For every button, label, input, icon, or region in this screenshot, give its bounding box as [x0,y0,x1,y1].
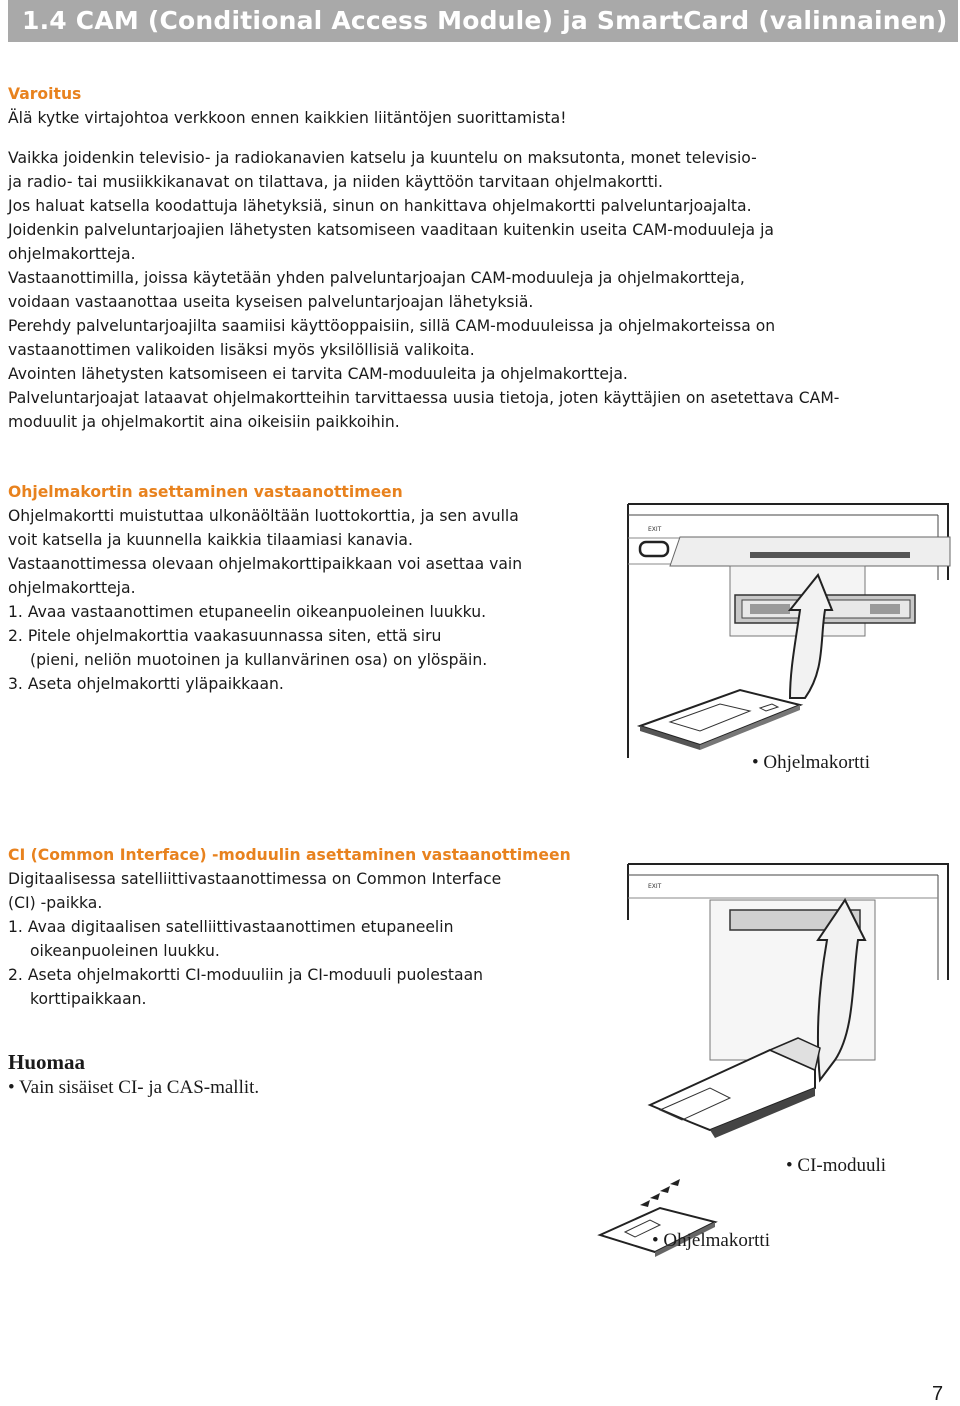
ci-module-section-title: CI (Common Interface) -moduulin asettaminen vastaanottimeen [8,846,571,864]
note-item: • Vain sisäiset CI- ja CAS-mallit. [8,1077,260,1098]
section-line: ohjelmakortteja. [8,579,136,597]
warning-block [8,82,566,130]
smartcard-figure-label: • Ohjelmakortti [752,752,870,773]
smartcard-section-title: Ohjelmakortin asettaminen vastaanottimeen [8,483,403,501]
step-item-continued: oikeanpuoleinen luukku. [30,942,220,960]
section-header [8,0,958,42]
ci-module-figure-label: • CI-moduuli [786,1155,887,1176]
step-item: 1. Avaa digitaalisen satelliittivastaanottimen etupaneelin [8,918,454,936]
ci-module-insertion-figure [620,860,950,1260]
ci-module-section [8,843,571,1011]
section-line: Vastaanottimessa olevaan ohjelmakorttipaikkaan voi asettaa vain [8,555,523,573]
exit-label: EXIT [648,883,662,890]
step-item-continued: (pieni, neliön muotoinen ja kullanvärinen osa) on ylöspäin. [30,651,488,669]
warning-title: Varoitus [8,85,82,103]
intro-line: Perehdy palveluntarjoajilta saamiisi käyttöoppaisiin, sillä CAM-moduuleissa ja ohjelmakorteissa on [8,317,776,335]
section-title: 1.4 CAM (Conditional Access Module) ja SmartCard (valinnainen) [22,6,948,35]
warning-text: Älä kytke virtajohtoa verkkoon ennen kaikkien liitäntöjen suorittamista! [8,109,567,127]
smartcard-insertion-figure [620,500,950,790]
intro-line: Vastaanottimilla, joissa käytetään yhden palveluntarjoajan CAM-moduuleja ja ohjelmakortteja, [8,269,745,287]
exit-label: EXIT [648,526,662,533]
smartcard-section [8,480,522,696]
intro-line: ohjelmakortteja. [8,245,136,263]
step-item: 2. Aseta ohjelmakortti CI-moduuliin ja CI-moduuli puolestaan [8,966,484,984]
step-item-continued: korttipaikkaan. [30,990,147,1008]
section-line: Ohjelmakortti muistuttaa ulkonäöltään luottokorttia, ja sen avulla [8,507,519,525]
page-number: 7 [932,1383,944,1405]
section-line: voit katsella ja kuunnella kaikkia tilaamiasi kanavia. [8,531,413,549]
intro-line: Palveluntarjoajat lataavat ohjelmakortteihin tarvittaessa uusia tietoja, joten käyttäjien on asetettava CAM- [8,389,840,407]
step-item: 2. Pitele ohjelmakorttia vaakasuunnassa siten, että siru [8,627,442,645]
intro-text [8,146,839,434]
intro-line: moduulit ja ohjelmakortit aina oikeisiin paikkoihin. [8,413,400,431]
note-title: Huomaa [8,1050,86,1074]
step-item: 1. Avaa vastaanottimen etupaneelin oikeanpuoleinen luukku. [8,603,487,621]
intro-line: Vaikka joidenkin televisio- ja radiokanavien katselu ja kuuntelu on maksutonta, monet televisio- [8,149,757,167]
intro-line: Avointen lähetysten katsomiseen ei tarvita CAM-moduuleita ja ohjelmakortteja. [8,365,628,383]
section-line: (CI) -paikka. [8,894,103,912]
intro-line: voidaan vastaanottaa useita kyseisen palveluntarjoajan lähetyksiä. [8,293,534,311]
intro-line: ja radio- tai musiikkikanavat on tilattava, ja niiden käyttöön tarvitaan ohjelmakortti. [8,173,663,191]
step-item: 3. Aseta ohjelmakortti yläpaikkaan. [8,675,284,693]
intro-line: Joidenkin palveluntarjoajien lähetysten katsomiseen vaaditaan kuitenkin useita CAM-moduuleja ja [8,221,774,239]
smartcard-figure-label-2: • Ohjelmakortti [652,1230,770,1251]
intro-line: vastaanottimen valikoiden lisäksi myös yksilöllisiä valikoita. [8,341,475,359]
section-line: Digitaalisessa satelliittivastaanottimessa on Common Interface [8,870,502,888]
intro-line: Jos haluat katsella koodattuja lähetyksiä, sinun on hankittava ohjelmakortti palveluntarjoajalta. [8,197,752,215]
